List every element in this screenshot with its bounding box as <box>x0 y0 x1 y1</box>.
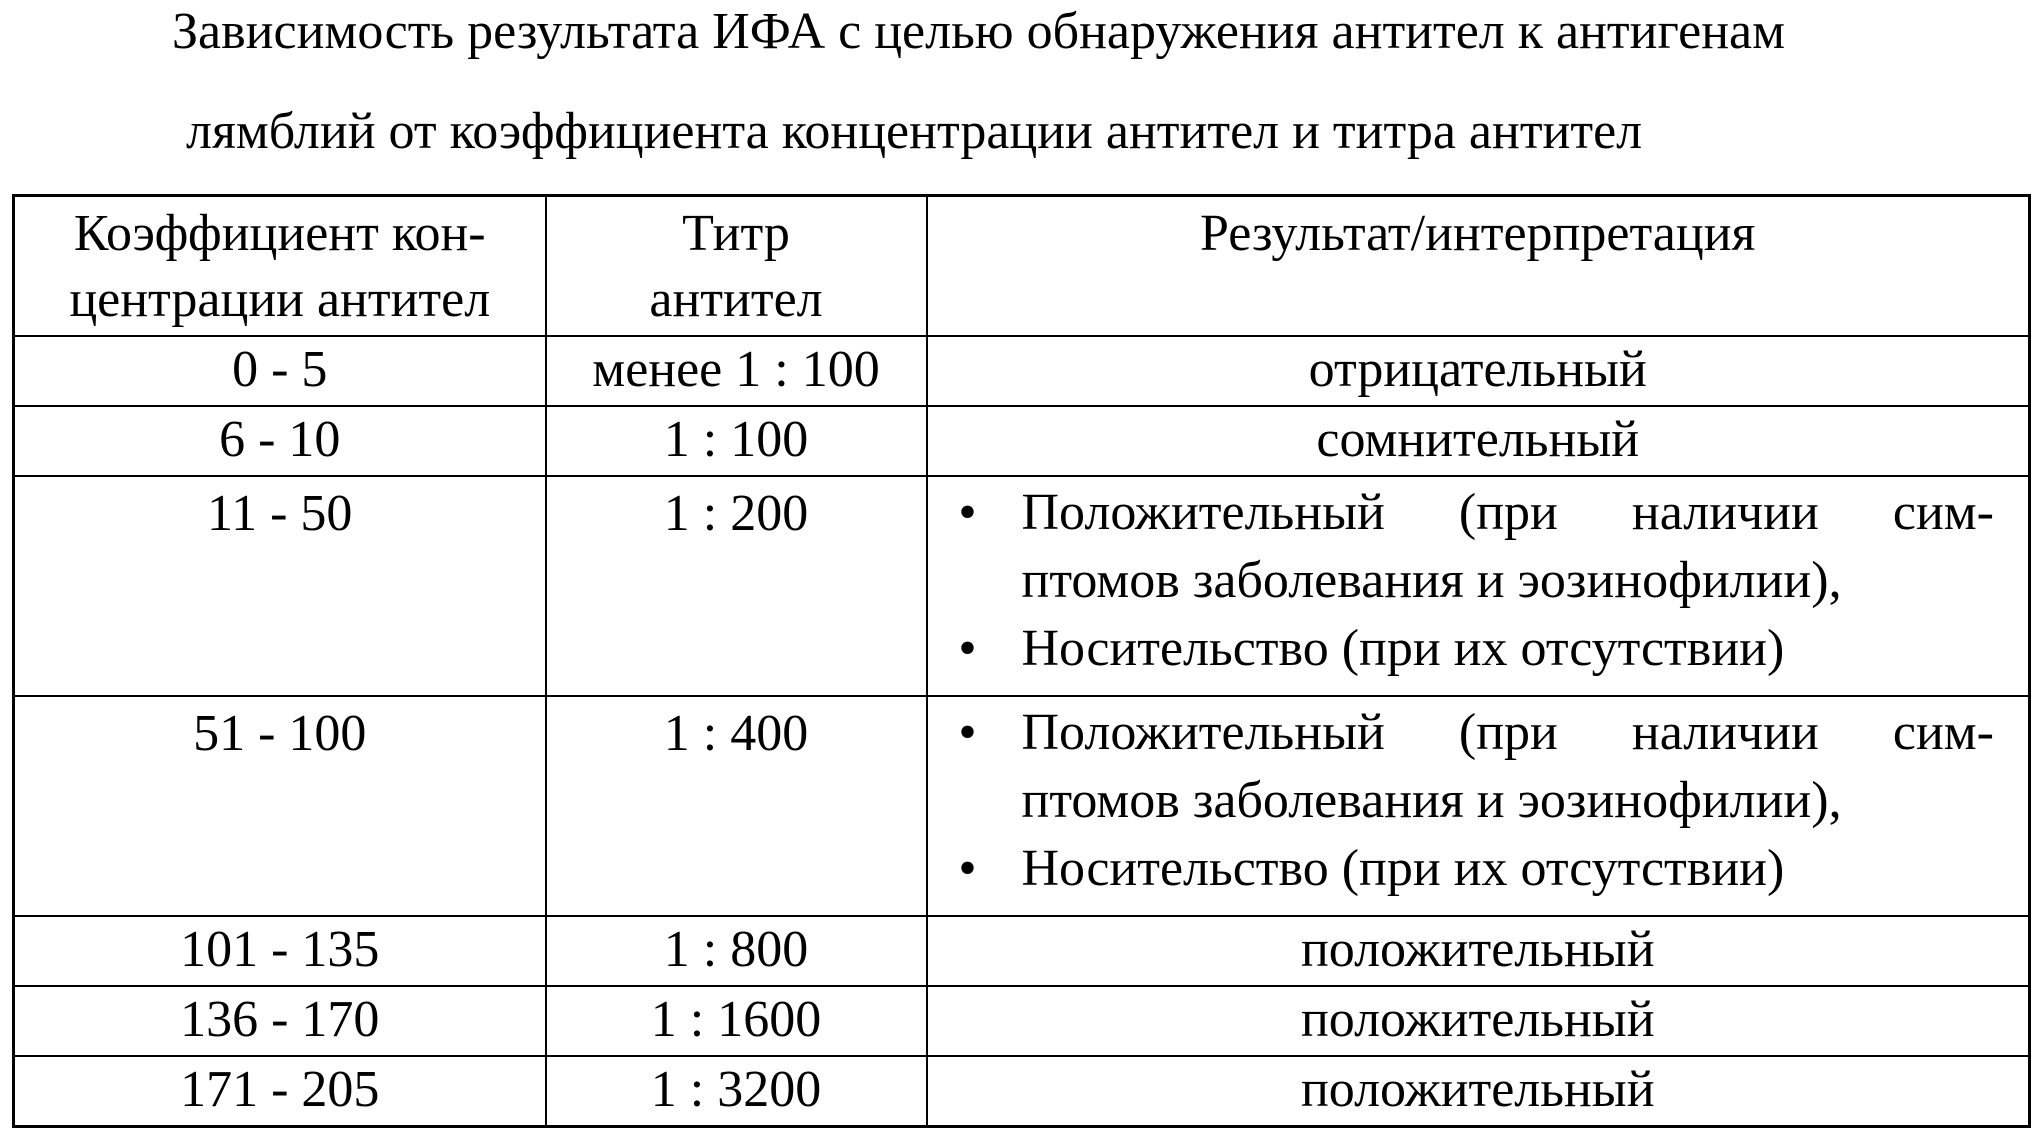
header-coefficient-line-2: центрации антител <box>69 271 491 328</box>
header-coefficient <box>14 196 546 337</box>
coefficient-value: 136 - 170 <box>180 991 380 1048</box>
bullet-text-line-1: Положительный (при наличии сим- <box>1021 704 1994 761</box>
results-table <box>12 194 2031 1128</box>
bullet-icon: • <box>958 484 977 541</box>
result-value: положительный <box>1300 921 1655 978</box>
bullet-text-line-1: Носительство (при их отсутствии) <box>1021 840 1785 897</box>
bullet-icon: • <box>958 840 977 897</box>
cell-result <box>927 406 2030 476</box>
header-titer <box>546 196 927 337</box>
table-row <box>14 696 2030 916</box>
cell-result <box>927 1056 2030 1127</box>
list-item <box>948 615 1995 683</box>
result-value: положительный <box>1300 991 1655 1048</box>
table-row <box>14 476 2030 696</box>
bullet-text-line-2: птомов заболевания и эозинофилии), <box>1021 552 1842 609</box>
coefficient-value: 51 - 100 <box>193 705 367 762</box>
titer-value: 1 : 800 <box>663 921 809 978</box>
header-coefficient-line-1: Коэффициент кон- <box>73 205 486 262</box>
cell-result <box>927 696 2030 916</box>
table-header-row <box>14 196 2030 337</box>
cell-coefficient <box>14 986 546 1056</box>
result-value: отрицательный <box>1308 341 1647 398</box>
cell-titer <box>546 986 927 1056</box>
coefficient-value: 0 - 5 <box>232 341 328 398</box>
header-result <box>927 196 2030 337</box>
cell-coefficient <box>14 916 546 986</box>
result-bullet-list <box>928 697 2029 903</box>
header-titer-line-2: антител <box>649 271 823 328</box>
cell-coefficient <box>14 696 546 916</box>
coefficient-value: 101 - 135 <box>180 921 380 978</box>
coefficient-value: 11 - 50 <box>207 485 353 542</box>
table-row <box>14 336 2030 406</box>
bullet-text-line-1: Положительный (при наличии сим- <box>1021 484 1994 541</box>
header-titer-line-1: Титр <box>682 205 790 262</box>
cell-result <box>927 336 2030 406</box>
result-value: сомнительный <box>1316 411 1640 468</box>
cell-titer <box>546 696 927 916</box>
result-bullet-list <box>928 477 2029 683</box>
result-value: положительный <box>1300 1061 1655 1118</box>
table-row <box>14 986 2030 1056</box>
cell-result <box>927 986 2030 1056</box>
list-item <box>948 699 1995 835</box>
table-row <box>14 406 2030 476</box>
bullet-text-line-2: птомов заболевания и эозинофилии), <box>1021 772 1842 829</box>
cell-coefficient <box>14 406 546 476</box>
document-title-line-2: лямблий от коэффициента концентрации антител и титра антител <box>186 103 1643 160</box>
cell-coefficient <box>14 476 546 696</box>
header-result-line-1: Результат/интерпретация <box>1200 205 1756 262</box>
titer-value: 1 : 1600 <box>650 991 822 1048</box>
bullet-icon: • <box>958 704 977 761</box>
cell-titer <box>546 406 927 476</box>
cell-result <box>927 476 2030 696</box>
list-item <box>948 835 1995 903</box>
titer-value: 1 : 3200 <box>650 1061 822 1118</box>
titer-value: 1 : 400 <box>663 705 809 762</box>
bullet-icon: • <box>958 620 977 677</box>
document-title-line-1: Зависимость результата ИФА с целью обнаружения антител к антигенам <box>172 3 1786 60</box>
cell-titer <box>546 476 927 696</box>
cell-coefficient <box>14 336 546 406</box>
table-row <box>14 916 2030 986</box>
coefficient-value: 6 - 10 <box>219 411 341 468</box>
coefficient-value: 171 - 205 <box>180 1061 380 1118</box>
cell-titer <box>546 1056 927 1127</box>
cell-titer <box>546 916 927 986</box>
cell-titer <box>546 336 927 406</box>
list-item <box>948 479 1995 615</box>
cell-result <box>927 916 2030 986</box>
titer-value: 1 : 200 <box>663 485 809 542</box>
table-row <box>14 1056 2030 1127</box>
cell-coefficient <box>14 1056 546 1127</box>
titer-value: 1 : 100 <box>663 411 809 468</box>
titer-value: менее 1 : 100 <box>592 341 880 398</box>
bullet-text-line-1: Носительство (при их отсутствии) <box>1021 620 1785 677</box>
